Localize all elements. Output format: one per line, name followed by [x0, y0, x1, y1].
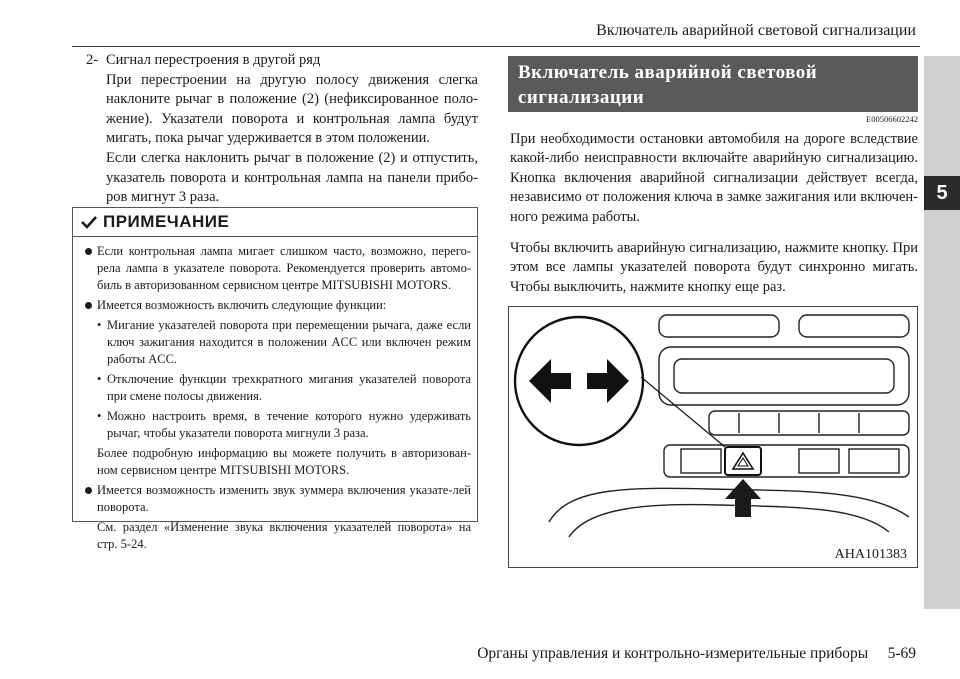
- note-title: ПРИМЕЧАНИЕ: [103, 212, 230, 231]
- item-line-7: ров мигнут 3 раза.: [106, 189, 220, 206]
- note-bullet-2: Имеется возможность включить следующие функции:: [83, 297, 471, 314]
- item-title: Сигнал перестроения в другой ряд: [106, 52, 321, 68]
- item-line-4: мигать, пока рычаг удерживается в этом положении.: [106, 130, 431, 147]
- item-line-2: наклоните рычаг в положение (2) (нефиксированное поло-: [106, 91, 478, 108]
- note-subitem-2-text: Отключение функции трехкратного мигания указателей поворота при смене полосы движения.: [107, 372, 471, 403]
- item-line-6: указатель поворота и контрольная лампа на панели прибо-: [106, 169, 478, 186]
- section-paragraph-1: При необходимости остановки автомобиля на дороге вследствие какой-либо неисправности включайте аварийную сигнализацию. Кнопка включения аварийной сигнализации действует всегда, независимо от положения ключа в замке зажигания или включен-ного режима работы.: [510, 131, 918, 225]
- hazard-switch-figure: [508, 306, 918, 568]
- checkmark-icon: [81, 215, 97, 229]
- item-number: 2-: [86, 52, 99, 68]
- page-header-title: Включатель аварийной световой сигнализации: [596, 22, 916, 39]
- section-body: [510, 130, 918, 297]
- item-line-5: Если слегка наклонить рычаг в положение (2) и отпустить,: [106, 149, 478, 166]
- lane-change-item: [86, 51, 478, 208]
- note-box: [72, 207, 478, 551]
- section-heading-line-1: Включатель аварийной световой: [518, 62, 818, 83]
- section-heading: [508, 56, 918, 112]
- note-bullet-1: Если контрольная лампа мигает слишком часто, возможно, перего-рела лампа в указателе поворота. Рекомендуется проверить автомо-биль в авторизованном сервисном центре MITSUBISHI MOTORS.: [83, 243, 471, 294]
- note-paragraph-2: См. раздел «Изменение звука включения указателей поворота» на стр. 5-24.: [97, 520, 471, 551]
- note-subitem-3: • Можно настроить время, в течение которого нужно удерживать рычаг, чтобы указатели поворота мигнули 3 раза.: [97, 409, 471, 440]
- note-subitem-3-text: Можно настроить время, в течение которого нужно удерживать рычаг, чтобы указатели поворота мигнули 3 раза.: [107, 409, 471, 440]
- item-line-1: При перестроении на другую полосу движения слегка: [106, 71, 478, 88]
- section-code: E00506602242: [866, 114, 918, 124]
- section-heading-line-2: сигнализации: [518, 87, 645, 108]
- section-paragraph-2: Чтобы включить аварийную сигнализацию, нажмите кнопку. При этом все лампы указателей поворота будут синхронно мигать. Чтобы выключить, нажмите кнопку еще раз.: [510, 240, 918, 295]
- note-subitem-1: • Мигание указателей поворота при перемещении рычага, даже если ключ зажигания находится в положении ACC или включен режим работы ACC.: [97, 318, 471, 366]
- note-bullet-3: Имеется возможность изменить звук зуммера включения указате-лей поворота.: [83, 482, 471, 516]
- header-divider: [72, 46, 920, 47]
- dashboard-illustration: [509, 307, 917, 567]
- page-footer: Органы управления и контрольно-измерительные приборы 5-69: [477, 645, 916, 662]
- note-header: [73, 208, 477, 237]
- chapter-number-badge: 5: [924, 176, 960, 210]
- item-line-3: жение). Указатели поворота и контрольная лампа будут: [106, 110, 478, 127]
- figure-code-label: AHA101383: [834, 547, 907, 562]
- note-subitem-2: • Отключение функции трехкратного мигания указателей поворота при смене полосы движения.: [97, 372, 471, 403]
- chapter-side-tab: [924, 56, 960, 609]
- note-paragraph-1: Более подробную информацию вы можете получить в авторизован-ном сервисном центре MITSUBISHI MOTORS.: [97, 446, 471, 477]
- note-subitem-1-text: Мигание указателей поворота при перемещении рычага, даже если ключ зажигания находится в положении ACC или включен режим работы ACC.: [107, 318, 471, 366]
